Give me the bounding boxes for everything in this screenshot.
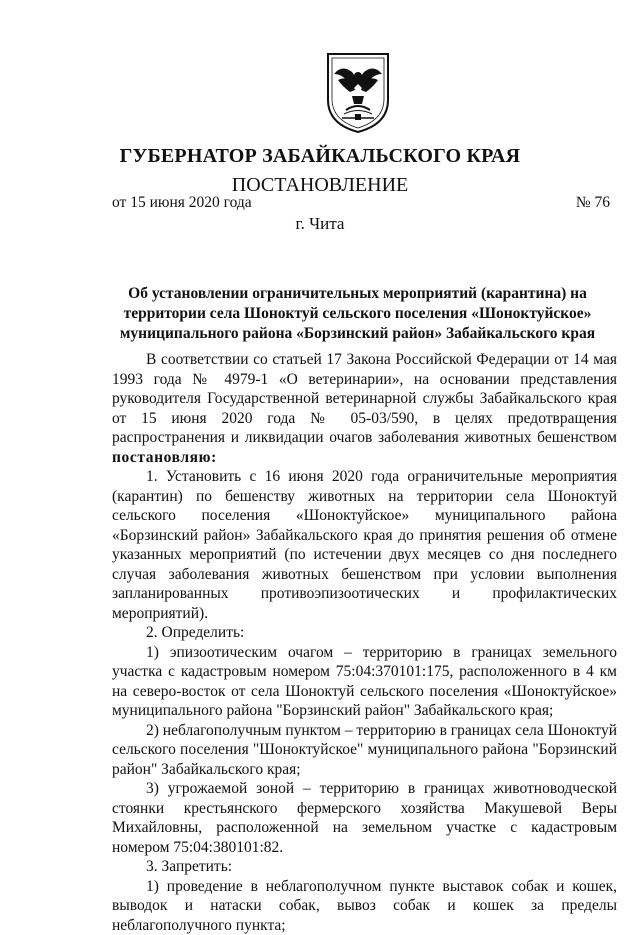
preamble-text: В соответствии со статьей 17 Закона Российской Федерации от 14 мая 1993 года № 4979-1 «О ветеринарии», на основании представления руководителя Государственной ветеринарной службы Забайкальского края от 15 июня 2020 года № 05-03/590, в целях предотвращения распространения и ликвидации очагов заболевания животных бешенством	[112, 351, 617, 446]
document-city: г. Чита	[0, 214, 640, 234]
issuer-title: ГУБЕРНАТОР ЗАБАЙКАЛЬСКОГО КРАЯ	[0, 145, 640, 168]
decree-word: постановляю:	[112, 449, 217, 466]
document-subject: Об установлении ограничительных мероприятий (карантина) на территории села Шоноктуй сельского поселения «Шоноктуйское» муниципального района «Борзинский район» Забайкальского края	[100, 284, 615, 344]
paragraph-3-1: 1) проведение в неблагополучном пункте выставок собак и кошек, выводок и натаски собак, вывоз собак и кошек за пределы неблагополучного пункта;	[112, 877, 617, 935]
coat-of-arms-icon	[322, 52, 394, 134]
paragraph-2-1: 1) эпизоотическим очагом – территорию в границах земельного участка с кадастровым номером 75:04:370101:175, расположенного в 4 км на северо-восток от села Шоноктуй сельского поселения «Шоноктуйское» муниципального района "Борзинский район" Забайкальского края;	[112, 643, 617, 721]
document-number: № 76	[576, 194, 610, 212]
document-date: от 15 июня 2020 года	[112, 194, 252, 212]
paragraph-3: 3. Запретить:	[112, 857, 617, 877]
paragraph-1: 1. Установить с 16 июня 2020 года ограничительные мероприятия (карантин) по бешенству животных на территории села Шоноктуй сельского поселения «Шоноктуйское» муниципального района «Борзинский район» Забайкальского края до принятия решения об отмене указанных мероприятий (по истечении двух месяцев со дня последнего случая заболевания животных бешенством при условии выполнения запланированных противоэпизоотических и профилактических мероприятий).	[112, 467, 617, 623]
paragraph-2-2: 2) неблагополучным пунктом – территорию в границах села Шоноктуй сельского поселения "Шоноктуйское" муниципального района "Борзинский район" Забайкальского края;	[112, 721, 617, 780]
document-body	[112, 350, 617, 935]
paragraph-2: 2. Определить:	[112, 623, 617, 643]
paragraph-2-3: 3) угрожаемой зоной – территорию в границах животноводческой стоянки крестьянского фермерского хозяйства Макушевой Веры Михайловны, расположенной на земельном участке с кадастровым номером 75:04:380101:82.	[112, 779, 617, 857]
preamble-paragraph	[112, 350, 617, 467]
document-type: ПОСТАНОВЛЕНИЕ	[0, 174, 640, 197]
